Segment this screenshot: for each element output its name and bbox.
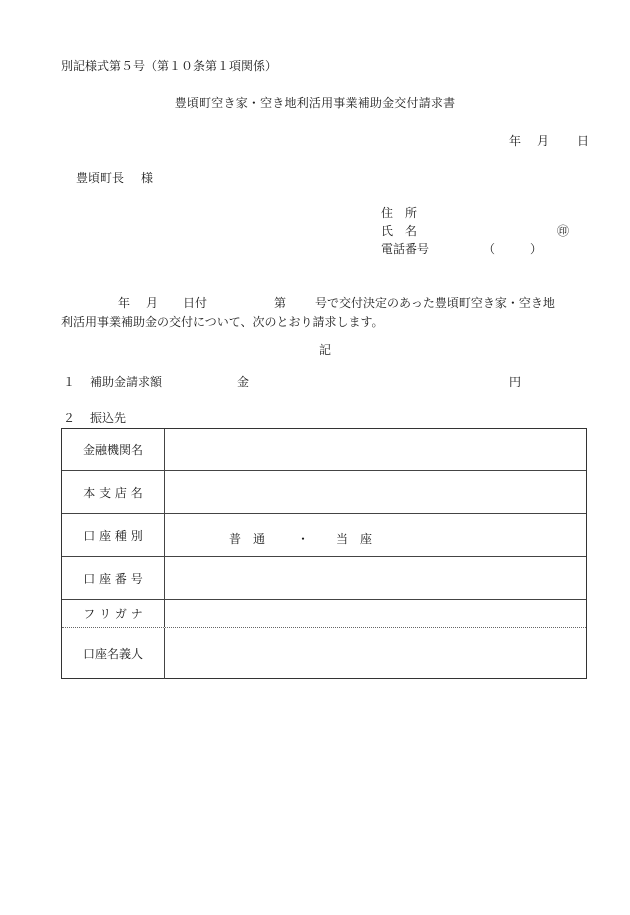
table-row bbox=[62, 557, 586, 600]
date-year-label: 年 bbox=[509, 134, 522, 148]
account-holder-label: 口座名義人 bbox=[62, 628, 165, 679]
address-label: 住 所 bbox=[381, 206, 418, 220]
table-row bbox=[62, 514, 586, 557]
date-day-label: 日 bbox=[577, 134, 590, 148]
bank-name-field[interactable] bbox=[166, 429, 586, 470]
amount-yen-label: 円 bbox=[509, 375, 522, 389]
item-1-number: １ bbox=[63, 375, 76, 389]
body-month: 月 bbox=[146, 296, 159, 310]
addressee-suffix: 様 bbox=[141, 171, 154, 185]
bank-name-label: 金融機関名 bbox=[62, 429, 165, 470]
ki-heading: 記 bbox=[319, 343, 332, 357]
account-type-toza[interactable]: 当 座 bbox=[336, 532, 373, 546]
item-2-number: ２ bbox=[63, 411, 76, 425]
body-year: 年 bbox=[118, 296, 131, 310]
body-decision-text: 号で交付決定のあった豊頃町空き家・空き地 bbox=[315, 296, 555, 310]
table-row bbox=[62, 471, 586, 514]
phone-paren-close: ） bbox=[530, 242, 543, 256]
branch-name-label: 本 支 店 名 bbox=[62, 471, 165, 513]
account-holder-field[interactable] bbox=[166, 628, 586, 679]
table-row bbox=[62, 628, 586, 679]
bank-transfer-table bbox=[61, 428, 587, 679]
account-type-label: 口 座 種 別 bbox=[62, 514, 165, 556]
seal-mark: ㊞ bbox=[557, 224, 570, 238]
item-2-label: 振込先 bbox=[90, 411, 127, 425]
account-number-label: 口 座 番 号 bbox=[62, 557, 165, 599]
item-1-label: 補助金請求額 bbox=[90, 375, 163, 389]
table-row bbox=[62, 429, 586, 471]
addressee-name: 豊頃町長 bbox=[76, 171, 125, 185]
phone-label: 電話番号 bbox=[381, 242, 430, 256]
body-line-2: 利活用事業補助金の交付について、次のとおり請求します。 bbox=[61, 315, 384, 329]
furigana-label: フ リ ガ ナ bbox=[62, 600, 165, 627]
body-dai: 第 bbox=[274, 296, 287, 310]
name-label: 氏 名 bbox=[381, 224, 418, 238]
account-type-separator: ・ bbox=[297, 532, 310, 546]
phone-paren-open: （ bbox=[483, 242, 496, 256]
body-day-date: 日付 bbox=[183, 296, 208, 310]
branch-name-field[interactable] bbox=[166, 471, 586, 513]
document-title: 豊頃町空き家・空き地利活用事業補助金交付請求書 bbox=[174, 96, 456, 110]
table-row bbox=[62, 600, 586, 628]
form-number-label: 別記様式第５号（第１０条第１項関係） bbox=[61, 59, 278, 73]
furigana-field[interactable] bbox=[166, 600, 586, 627]
date-month-label: 月 bbox=[537, 134, 550, 148]
account-type-futsu[interactable]: 普 通 bbox=[229, 532, 266, 546]
account-number-field[interactable] bbox=[166, 557, 586, 599]
amount-kin-label: 金 bbox=[237, 375, 250, 389]
account-type-field bbox=[166, 514, 586, 556]
